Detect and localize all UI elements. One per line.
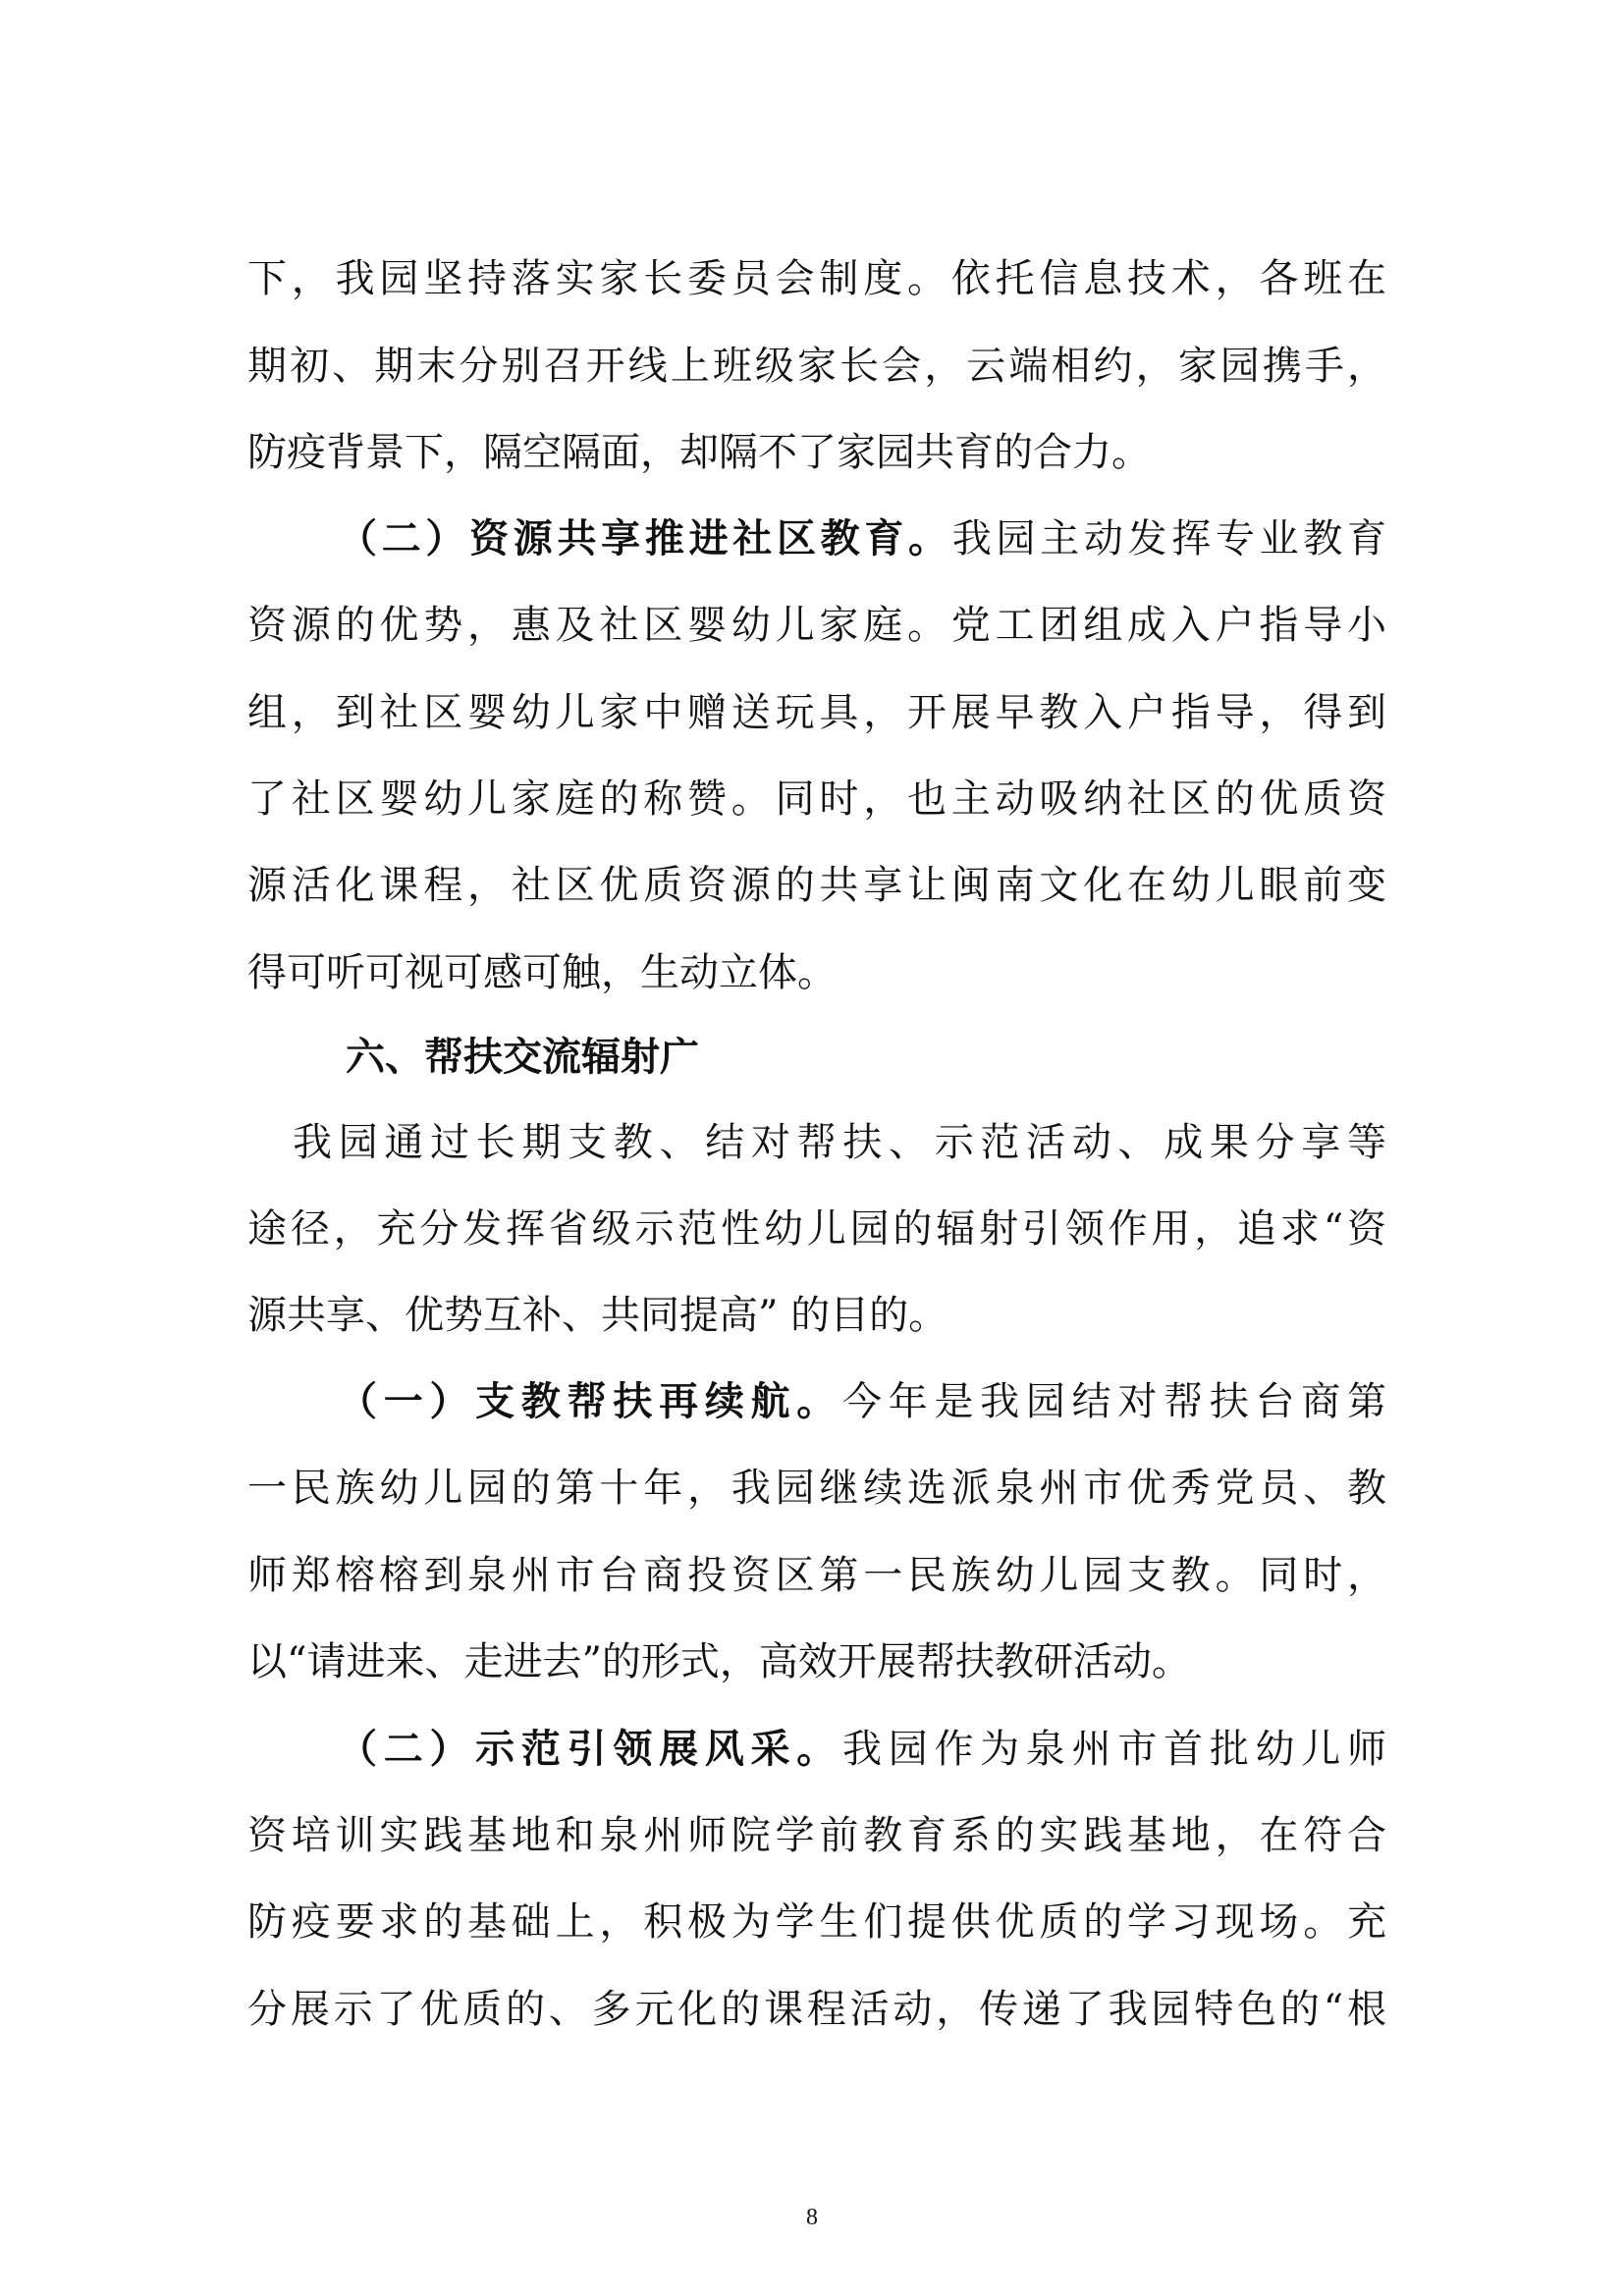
- section-heading-support-teaching: （一）支教帮扶再续航。: [338, 1378, 842, 1424]
- section-text: 我园主动发挥专业教育: [951, 516, 1387, 561]
- paragraph-line: 下，我园坚持落实家长委员会制度。依托信息技术，各班在: [247, 256, 1386, 301]
- paragraph-line: 得可听可视可感可触，生动立体。: [247, 950, 837, 995]
- paragraph-line: 一民族幼儿园的第十年，我园继续选派泉州市优秀党员、教: [247, 1466, 1386, 1511]
- section-text: 今年是我园结对帮扶台商第: [842, 1379, 1386, 1424]
- paragraph-line: 资培训实践基地和泉州师院学前教育系的实践基地，在符合: [247, 1813, 1386, 1858]
- section-line-support: [338, 1378, 1386, 1425]
- paragraph-line: 组，到社区婴幼儿家中赠送玩具，开展早教入户指导，得到: [247, 690, 1386, 735]
- paragraph-line: 防疫要求的基础上，积极为学生们提供优质的学习现场。充: [247, 1899, 1386, 1945]
- paragraph-line: 源活化课程，社区优质资源的共享让闽南文化在幼儿眼前变: [247, 863, 1386, 908]
- paragraph-line: 我园通过长期支教、结对帮扶、示范活动、成果分享等: [293, 1120, 1386, 1165]
- paragraph-line: 了社区婴幼儿家庭的称赞。同时，也主动吸纳社区的优质资: [247, 776, 1386, 822]
- paragraph-line: 途径，充分发挥省级示范性幼儿园的辐射引领作用，追求“资: [247, 1206, 1386, 1252]
- paragraph-line: 资源的优势，惠及社区婴幼儿家庭。党工团组成入户指导小: [247, 603, 1386, 648]
- paragraph-line: 源共享、优势互补、共同提高” 的目的。: [247, 1293, 948, 1338]
- chapter-heading: 六、帮扶交流辐射广: [346, 1034, 699, 1080]
- paragraph-line: 防疫背景下，隔空隔面，却隔不了家园共育的合力。: [247, 430, 1151, 475]
- paragraph-line: 期初、期末分别召开线上班级家长会，云端相约，家园携手，: [247, 344, 1386, 389]
- paragraph-line: 师郑榕榕到泉州市台商投资区第一民族幼儿园支教。同时，: [247, 1553, 1386, 1598]
- section-heading-community-education: （二）资源共享推进社区教育。: [338, 515, 952, 561]
- section-line-demo: [338, 1726, 1386, 1773]
- section-line-community: [338, 515, 1386, 562]
- paragraph-line: 以“请进来、走进去”的形式，高效开展帮扶教研活动。: [247, 1639, 1191, 1684]
- page-number: 8: [806, 2205, 818, 2230]
- section-text: 我园作为泉州市首批幼儿师: [842, 1727, 1386, 1772]
- paragraph-line: 分展示了优质的、多元化的课程活动，传递了我园特色的“根: [247, 1987, 1386, 2032]
- section-heading-demonstration: （二）示范引领展风采。: [338, 1726, 842, 1772]
